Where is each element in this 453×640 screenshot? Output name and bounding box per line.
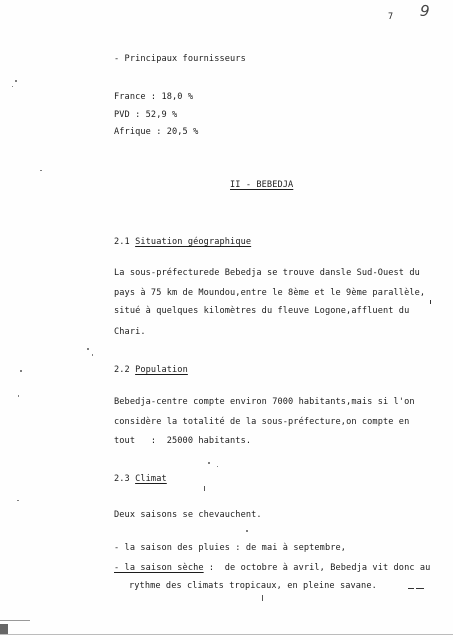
supplier-item: Afrique : 20,5 %: [114, 127, 199, 137]
text-fragment: affluent du: [351, 306, 410, 316]
paragraph-line: [114, 306, 410, 317]
text-fragment: on compte en: [346, 417, 410, 427]
text-fragment: mais si l'on: [351, 397, 415, 407]
scan-speck: [208, 462, 210, 464]
part-title: II - BEBEDJA: [230, 180, 294, 190]
season-detail: : de mai à septembre,: [230, 543, 347, 553]
section-title: Situation géographique: [135, 237, 252, 247]
scan-speck: [246, 530, 248, 532]
paragraph-line: rythme des climats tropicaux, en pleine savane.: [129, 581, 377, 591]
section-title: Climat: [135, 474, 167, 484]
list-item: [114, 543, 346, 554]
text-fragment: considère la totalité de la sous-préfecture,: [114, 417, 347, 427]
page-number: 7: [388, 12, 394, 22]
handwritten-page-number: 9: [419, 1, 431, 21]
paragraph-line: [114, 268, 420, 279]
supplier-item: PVD : 52,9 %: [114, 110, 178, 120]
scan-speck: [12, 86, 13, 87]
season-detail: : de octobre à avril, Bebedja vit donc au: [203, 563, 431, 573]
supplier-item: France : 18,0 %: [114, 92, 194, 102]
scan-speck: [204, 486, 205, 491]
scan-mark: [0, 620, 30, 621]
paragraph-line: tout : 25000 habitants.: [114, 436, 252, 446]
scan-mark: [430, 300, 431, 304]
list-item: [114, 563, 430, 574]
section-title: Population: [135, 365, 188, 375]
section-number: 2.3: [114, 474, 130, 484]
scan-mark: [0, 634, 453, 635]
scan-speck: [20, 370, 22, 372]
paragraph-line: [114, 417, 410, 428]
text-fragment: situé à quelques kilomètres du fleuve Logone,: [114, 306, 352, 316]
scan-speck: [217, 466, 218, 467]
section-number: 2.2: [114, 365, 130, 375]
section-number: 2.1: [114, 237, 130, 247]
scan-mark: [416, 588, 424, 589]
section-heading-geo: [114, 237, 251, 248]
scan-speck: [18, 395, 19, 397]
scan-speck: [17, 500, 19, 501]
section-heading-population: [114, 365, 188, 376]
paragraph-line: [114, 288, 426, 299]
paragraph-line: Deux saisons se chevauchent.: [114, 510, 262, 520]
text-fragment: La sous-préfecture: [114, 268, 209, 278]
scan-speck: [87, 348, 89, 350]
scan-speck: [40, 170, 42, 171]
text-fragment: entre le 8ème et le 9ème parallèle,: [240, 288, 426, 298]
paragraph-line: Chari.: [114, 327, 146, 337]
scan-speck: [262, 595, 263, 601]
season-name: - la saison sèche: [114, 563, 204, 573]
scan-mark: [0, 624, 8, 634]
text-fragment: pays à 75 km de Moundou,: [114, 288, 241, 298]
scan-speck: [15, 80, 17, 82]
section-heading-climate: [114, 474, 167, 485]
text-fragment: de Bebedja se trouve dans: [208, 268, 341, 278]
text-fragment: le Sud-Ouest du: [340, 268, 420, 278]
scan-speck: [92, 354, 93, 356]
suppliers-heading: - Principaux fournisseurs: [114, 54, 246, 64]
season-name: - la saison des pluies: [114, 543, 231, 553]
scan-mark: [408, 588, 414, 589]
paragraph-line: [114, 397, 415, 408]
text-fragment: Bebedja-centre compte environ 7000 habitants,: [114, 397, 352, 407]
